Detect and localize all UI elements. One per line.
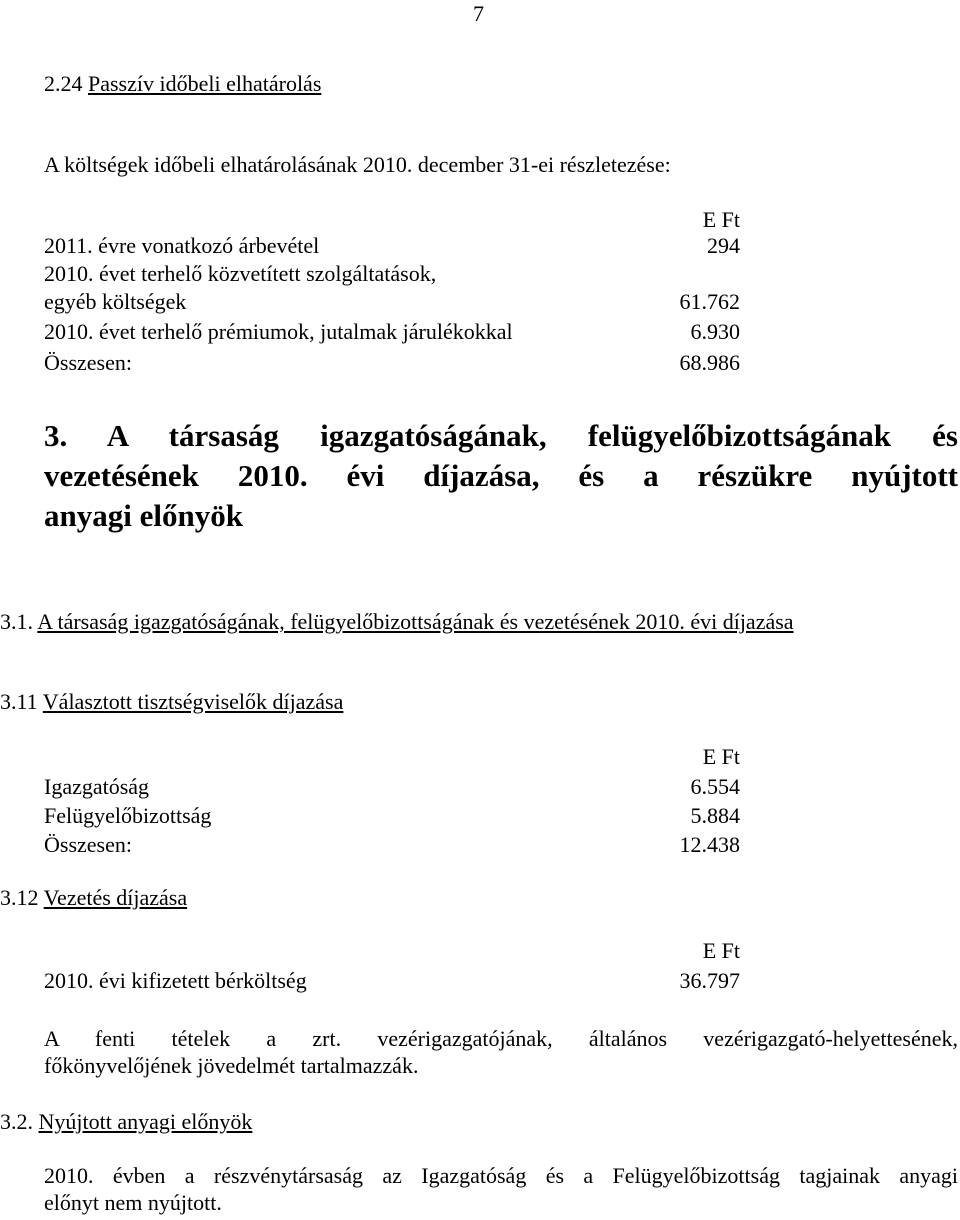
- section-3-heading: [44, 416, 958, 536]
- section-number: 3.12: [0, 885, 39, 910]
- section-number: 3.1.: [0, 609, 33, 634]
- section-title: Passzív időbeli elhatárolás: [88, 71, 322, 96]
- heading-line: anyagi előnyök: [44, 498, 243, 533]
- unit-label: E Ft: [702, 938, 740, 963]
- section-3-12-heading: [0, 884, 187, 911]
- section-title: Nyújtott anyagi előnyök: [38, 1109, 253, 1134]
- row-value: 6.930: [690, 319, 740, 344]
- row-label: 2011. évre vonatkozó árbevétel: [44, 233, 320, 258]
- section-3-1-heading: [0, 608, 794, 635]
- paragraph-line: főkönyvelőjének jövedelmét tartalmazzák.: [44, 1053, 419, 1078]
- row-label: 2010. évi kifizetett bérköltség: [44, 968, 307, 993]
- section-title: Választott tisztségviselők díjazása: [42, 689, 344, 714]
- page-number: 7: [473, 1, 484, 26]
- row-label: egyéb költségek: [44, 289, 187, 314]
- section-3-11-heading: [0, 688, 343, 715]
- section-3-2-text: [44, 1162, 958, 1216]
- paragraph-line: előnyt nem nyújtott.: [44, 1190, 222, 1215]
- section-number: 2.24: [44, 71, 83, 96]
- paragraph-line: 2010. évben a részvénytársaság az Igazgatóság és a Felügyelőbizottság tagjainak anyagi: [44, 1163, 958, 1188]
- section-title: A társaság igazgatóságának, felügyelőbizottságának és vezetésének 2010. évi díjazása: [37, 609, 794, 634]
- section-3-12-note: [44, 1025, 958, 1079]
- row-value: 36.797: [679, 968, 740, 993]
- section-number: 3.2.: [0, 1109, 33, 1134]
- row-label: Igazgatóság: [44, 774, 150, 799]
- row-value: 294: [707, 233, 740, 258]
- paragraph-line: A fenti tételek a zrt. vezérigazgatójának, általános vezérigazgató-helyettesének,: [44, 1026, 958, 1051]
- unit-label: E Ft: [702, 744, 740, 769]
- row-label: 2010. évet terhelő közvetített szolgáltatások,: [44, 261, 437, 286]
- row-value: 68.986: [679, 350, 740, 375]
- unit-label: E Ft: [702, 207, 740, 232]
- heading-line: 3. A társaság igazgatóságának, felügyelőbizottságának és: [44, 418, 958, 453]
- row-value: 61.762: [679, 289, 740, 314]
- section-3-2-heading: [0, 1108, 252, 1135]
- section-intro: A költségek időbeli elhatárolásának 2010. december 31-ei részletezése:: [44, 152, 671, 177]
- row-value: 12.438: [679, 832, 740, 857]
- row-label: Összesen:: [44, 350, 132, 375]
- row-label: Felügyelőbizottság: [44, 803, 212, 828]
- heading-line: vezetésének 2010. évi díjazása, és a részükre nyújtott: [44, 458, 958, 493]
- section-number: 3.11: [0, 689, 38, 714]
- row-label: Összesen:: [44, 832, 132, 857]
- row-value: 5.884: [690, 803, 740, 828]
- row-value: 6.554: [690, 774, 740, 799]
- section-title: Vezetés díjazása: [43, 885, 188, 910]
- row-label: 2010. évet terhelő prémiumok, jutalmak járulékokkal: [44, 319, 513, 344]
- section-2-24-heading: [44, 70, 321, 97]
